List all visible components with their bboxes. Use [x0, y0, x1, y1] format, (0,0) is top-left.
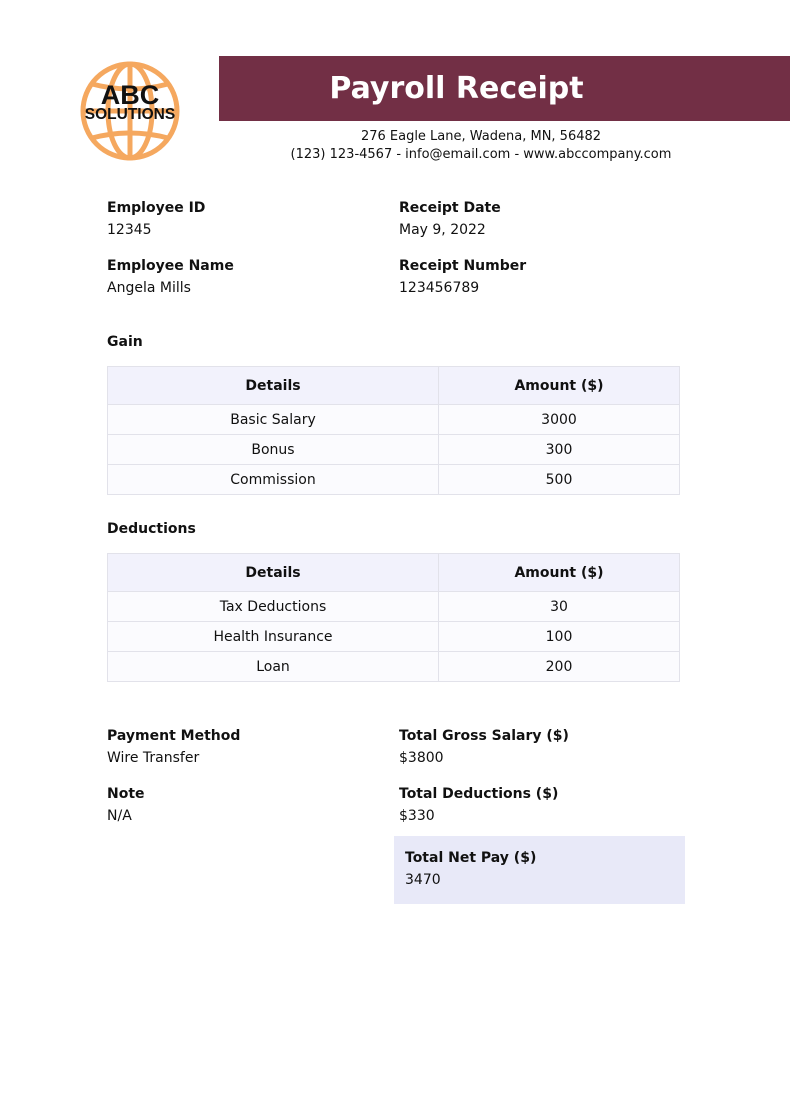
logo-text-abc: ABC: [100, 80, 160, 110]
table-header-row: [108, 554, 680, 592]
note-label: Note: [107, 786, 145, 802]
deduction-detail-cell: Tax Deductions: [108, 592, 439, 622]
payment-method-field: [107, 727, 240, 767]
receipt-date-value: May 9, 2022: [399, 222, 486, 238]
deduction-amount-cell: 100: [439, 622, 680, 652]
net-pay-value: 3470: [405, 872, 441, 888]
logo-text-solutions: SOLUTIONS: [84, 106, 176, 123]
deduction-amount-cell: 200: [439, 652, 680, 682]
table-row: [108, 652, 680, 682]
receipt-date-field: [399, 199, 501, 239]
total-deductions-label: Total Deductions ($): [399, 786, 559, 802]
deductions-header-details: Details: [108, 554, 439, 592]
company-logo: [78, 60, 182, 162]
table-row: [108, 465, 680, 495]
total-deductions-value: $330: [399, 808, 435, 824]
gain-detail-cell: Commission: [108, 465, 439, 495]
employee-name-label: Employee Name: [107, 258, 234, 274]
employee-name-field: [107, 257, 234, 297]
gross-salary-value: $3800: [399, 750, 444, 766]
page-title: Payroll Receipt: [329, 71, 584, 106]
employee-id-label: Employee ID: [107, 200, 206, 216]
employee-id-value: 12345: [107, 222, 152, 238]
deduction-amount-cell: 30: [439, 592, 680, 622]
deductions-header-amount: Amount ($): [439, 554, 680, 592]
payment-method-value: Wire Transfer: [107, 750, 200, 766]
net-pay-label: Total Net Pay ($): [405, 850, 537, 866]
company-address: 276 Eagle Lane, Wadena, MN, 56482: [360, 129, 602, 144]
gain-amount-cell: 3000: [439, 405, 680, 435]
payment-method-label: Payment Method: [107, 728, 241, 744]
employee-name-value: Angela Mills: [107, 280, 191, 296]
gain-detail-cell: Basic Salary: [108, 405, 439, 435]
receipt-number-label: Receipt Number: [399, 258, 527, 274]
deduction-detail-cell: Health Insurance: [108, 622, 439, 652]
gain-detail-cell: Bonus: [108, 435, 439, 465]
receipt-number-value: 123456789: [399, 280, 480, 296]
gain-section-title: Gain: [107, 334, 143, 350]
net-pay-box: [394, 836, 685, 904]
note-field: [107, 785, 145, 825]
deductions-section-title: Deductions: [107, 521, 196, 537]
employee-id-field: [107, 199, 205, 239]
gain-header-amount: Amount ($): [439, 367, 680, 405]
receipt-number-field: [399, 257, 526, 297]
table-row: [108, 435, 680, 465]
table-row: [108, 622, 680, 652]
total-deductions-field: [399, 785, 558, 825]
table-row: [108, 592, 680, 622]
gain-header-details: Details: [108, 367, 439, 405]
gain-table: [107, 366, 680, 495]
deductions-table: [107, 553, 680, 682]
deduction-detail-cell: Loan: [108, 652, 439, 682]
gain-amount-cell: 300: [439, 435, 680, 465]
table-header-row: [108, 367, 680, 405]
title-banner: [219, 56, 790, 121]
note-value: N/A: [107, 808, 132, 824]
gross-salary-label: Total Gross Salary ($): [399, 728, 569, 744]
gain-amount-cell: 500: [439, 465, 680, 495]
gross-salary-field: [399, 727, 569, 767]
receipt-date-label: Receipt Date: [399, 200, 501, 216]
company-contact: (123) 123-4567 - info@email.com - www.abccompany.com: [290, 147, 672, 162]
table-row: [108, 405, 680, 435]
